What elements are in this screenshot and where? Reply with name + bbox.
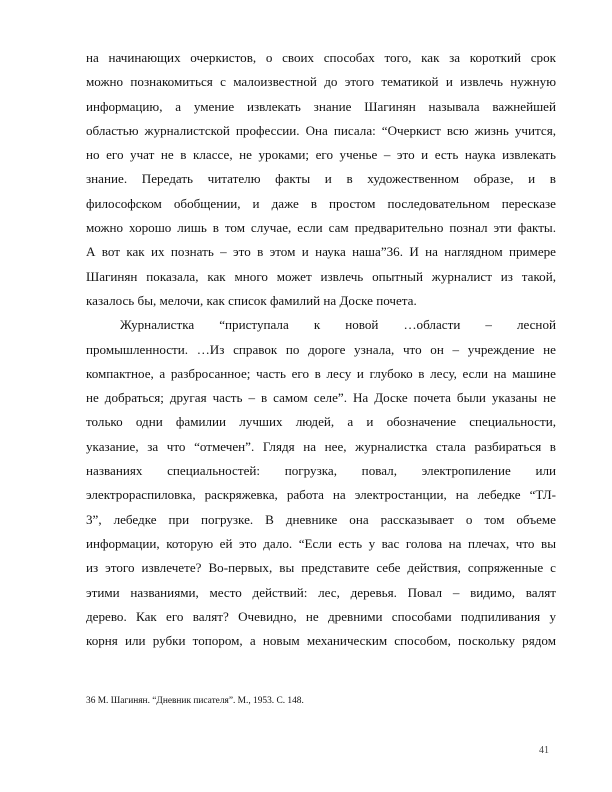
- text-line: можно познакомиться с малоизвестной до этого тематикой и извлечь нужную: [86, 74, 556, 90]
- page-number: 41: [539, 745, 549, 756]
- footnote: 36 М. Шагинян. “Дневник писателя”. М., 1953. С. 148.: [86, 696, 304, 706]
- paragraph-2: [86, 313, 556, 653]
- text-line: Журналистка “приступала к новой …области – лесной: [120, 317, 556, 333]
- text-line: только одни фамилии лучших людей, а и обозначение специальности,: [86, 414, 556, 430]
- text-line: но его учат не в классе, не уроками; его ученье – это и есть наука извлекать: [86, 147, 556, 163]
- text-line: можно хорошо лишь в том случае, если сам предварительно познал эти факты.: [86, 220, 556, 236]
- text-line: промышленности. …Из справок по дороге узнала, что он – учреждение не: [86, 341, 556, 357]
- text-line: философском обобщении, и даже в простом последовательном пересказе: [86, 195, 556, 211]
- text-line: названиях специальностей: погрузка, повал, электропиление или: [86, 463, 556, 479]
- text-line: на начинающих очеркистов, о своих способах того, как за короткий срок: [86, 50, 556, 65]
- text-line: информации, которую ей это дало. “Если есть у вас голова на плечах, что вы: [86, 535, 556, 551]
- paragraph-1: [86, 46, 556, 313]
- text-line: из этого извлечете? Во-первых, вы представите себе действия, сопряженные с: [86, 560, 556, 576]
- text-line: знание. Передать читателю факты и в художественном образе, и в: [86, 171, 556, 187]
- page-body: [86, 46, 556, 653]
- text-line: дерево. Как его валят? Очевидно, не древними способами подпиливания у: [86, 608, 556, 624]
- text-line: электрораспиловка, раскряжевка, работа на электростанции, на лебедке “ТЛ-: [86, 487, 556, 503]
- text-line: 3”, лебедке при погрузке. В дневнике она рассказывает о том объеме: [86, 511, 556, 527]
- text-line: областью журналистской профессии. Она писала: “Очеркист всю жизнь учится,: [86, 122, 556, 138]
- text-line: А вот как их познать – это в этом и наука наша”36. И на наглядном примере: [86, 244, 556, 260]
- text-line: этими названиями, место действий: лес, деревья. Повал – видимо, валят: [86, 584, 556, 600]
- text-line: указание, за что “отмечен”. Глядя на нее, журналистка стала разбираться в: [86, 438, 556, 454]
- text-line: не добраться; другая часть – в самом селе”. На Доске почета были указаны не: [86, 390, 556, 406]
- text-line: корня или рубки топором, а новым механическим способом, поскольку рядом: [86, 633, 556, 649]
- text-line: казалось бы, мелочи, как список фамилий на Доске почета.: [86, 292, 417, 308]
- text-line: Шагинян показала, как много может извлечь опытный журналист из такой,: [86, 268, 556, 284]
- text-line: компактное, а разбросанное; часть его в лесу и глубоко в лесу, если на машине: [86, 365, 556, 381]
- text-line: информацию, а умение извлекать знание Шагинян называла важнейшей: [86, 98, 556, 114]
